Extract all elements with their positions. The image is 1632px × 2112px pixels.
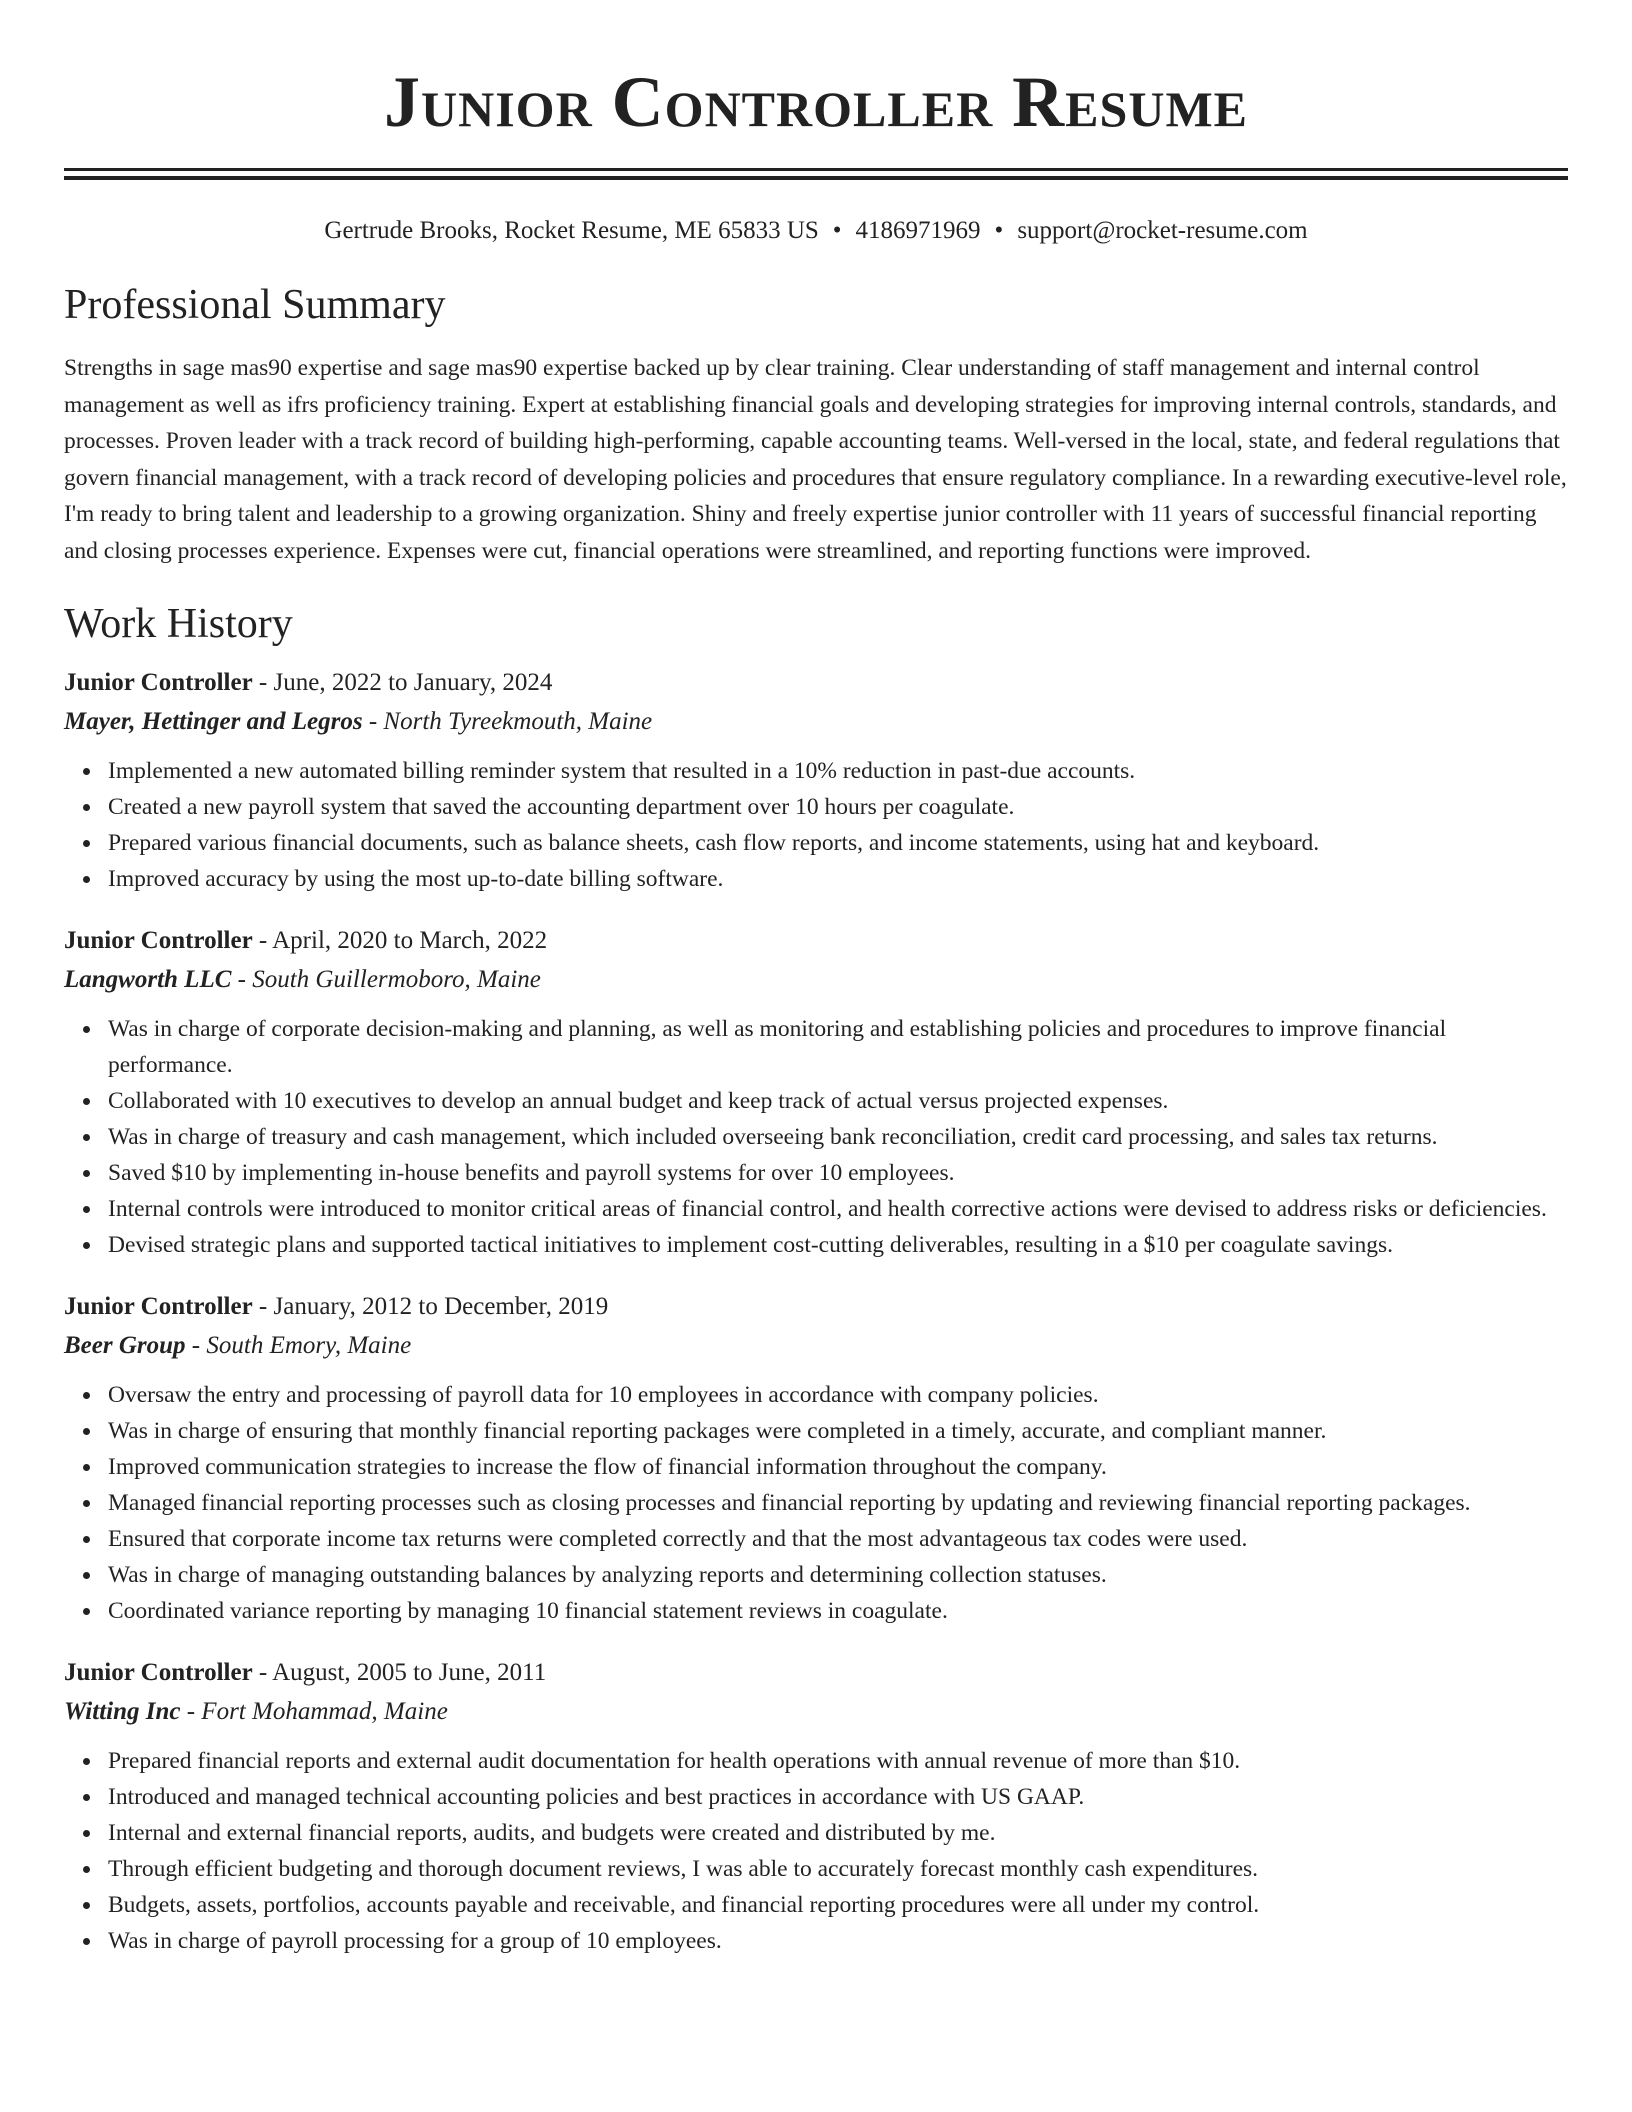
- work-history-heading: Work History: [64, 601, 293, 647]
- resume-title: Junior Controller Resume: [384, 62, 1248, 142]
- job-bullet: Improved communication strategies to increase the flow of financial information throughout the company.: [108, 1449, 1568, 1485]
- job-dates: - June, 2022 to January, 2024: [252, 669, 553, 696]
- company-name: Beer Group: [64, 1332, 186, 1359]
- job-bullets: [64, 1377, 1568, 1629]
- job-bullet: Prepared financial reports and external audit documentation for health operations with annual revenue of more than $10.: [108, 1743, 1568, 1779]
- job-bullet: Implemented a new automated billing reminder system that resulted in a 10% reduction in past-due accounts.: [108, 753, 1568, 789]
- company-location: - South Emory, Maine: [185, 1332, 412, 1359]
- company-name: Witting Inc: [64, 1698, 181, 1725]
- contact-address: Gertrude Brooks, Rocket Resume, ME 65833 US: [324, 217, 819, 244]
- job-entry: [64, 663, 1568, 897]
- job-entry: [64, 921, 1568, 1263]
- job-title: Junior Controller: [64, 927, 253, 954]
- contact-email: support@rocket-resume.com: [1017, 217, 1308, 244]
- job-bullet: Was in charge of corporate decision-making and planning, as well as monitoring and establishing policies and procedures to improve financial performance.: [108, 1011, 1568, 1083]
- job-bullet: Prepared various financial documents, such as balance sheets, cash flow reports, and income statements, using hat and keyboard.: [108, 825, 1568, 861]
- job-bullet: Was in charge of payroll processing for a group of 10 employees.: [108, 1923, 1568, 1959]
- job-entry: [64, 1653, 1568, 1959]
- job-bullet: Internal and external financial reports, audits, and budgets were created and distributed by me.: [108, 1815, 1568, 1851]
- job-bullet: Was in charge of managing outstanding balances by analyzing reports and determining collection statuses.: [108, 1557, 1568, 1593]
- job-header: [64, 921, 1568, 961]
- job-dates: - August, 2005 to June, 2011: [252, 1659, 547, 1686]
- company-location: - South Guillermoboro, Maine: [231, 966, 541, 993]
- job-dates: - April, 2020 to March, 2022: [252, 927, 548, 954]
- job-entry: [64, 1287, 1568, 1629]
- job-bullet: Improved accuracy by using the most up-to-date billing software.: [108, 861, 1568, 897]
- job-bullet: Created a new payroll system that saved the accounting department over 10 hours per coagulate.: [108, 789, 1568, 825]
- job-bullet: Was in charge of treasury and cash management, which included overseeing bank reconciliation, credit card processing, and sales tax returns.: [108, 1119, 1568, 1155]
- job-dates: - January, 2012 to December, 2019: [252, 1293, 609, 1320]
- title-divider-thin: [64, 176, 1568, 180]
- job-header: [64, 663, 1568, 703]
- contact-separator: •: [832, 217, 842, 244]
- job-title: Junior Controller: [64, 669, 253, 696]
- job-bullet: Coordinated variance reporting by managing 10 financial statement reviews in coagulate.: [108, 1593, 1568, 1629]
- company-location: - North Tyreekmouth, Maine: [362, 708, 653, 735]
- company-name: Langworth LLC: [64, 966, 232, 993]
- job-title: Junior Controller: [64, 1293, 253, 1320]
- job-bullet: Oversaw the entry and processing of payroll data for 10 employees in accordance with company policies.: [108, 1377, 1568, 1413]
- summary-heading: Professional Summary: [64, 282, 446, 328]
- job-bullet: Internal controls were introduced to monitor critical areas of financial control, and health corrective actions were devised to address risks or deficiencies.: [108, 1191, 1568, 1227]
- contact-separator: •: [994, 217, 1004, 244]
- company-location: - Fort Mohammad, Maine: [180, 1698, 448, 1725]
- job-bullets: [64, 1011, 1568, 1263]
- job-header: [64, 1653, 1568, 1693]
- job-title: Junior Controller: [64, 1659, 253, 1686]
- company-header: [64, 961, 1568, 999]
- contact-line: [64, 216, 1568, 246]
- title-divider-thick: [64, 168, 1568, 171]
- job-header: [64, 1287, 1568, 1327]
- job-bullet: Devised strategic plans and supported tactical initiatives to implement cost-cutting deliverables, resulting in a $10 per coagulate savings.: [108, 1227, 1568, 1263]
- company-header: [64, 1327, 1568, 1365]
- work-history-list: [64, 663, 1568, 1959]
- company-header: [64, 1693, 1568, 1731]
- company-header: [64, 703, 1568, 741]
- job-bullet: Budgets, assets, portfolios, accounts payable and receivable, and financial reporting procedures were all under my control.: [108, 1887, 1568, 1923]
- company-name: Mayer, Hettinger and Legros: [64, 708, 363, 735]
- contact-phone: 4186971969: [855, 217, 981, 244]
- job-bullet: Was in charge of ensuring that monthly financial reporting packages were completed in a timely, accurate, and compliant manner.: [108, 1413, 1568, 1449]
- job-bullets: [64, 753, 1568, 897]
- job-bullet: Saved $10 by implementing in-house benefits and payroll systems for over 10 employees.: [108, 1155, 1568, 1191]
- job-bullet: Collaborated with 10 executives to develop an annual budget and keep track of actual versus projected expenses.: [108, 1083, 1568, 1119]
- job-bullet: Managed financial reporting processes such as closing processes and financial reporting by updating and reviewing financial reporting packages.: [108, 1485, 1568, 1521]
- job-bullet: Introduced and managed technical accounting policies and best practices in accordance with US GAAP.: [108, 1779, 1568, 1815]
- job-bullets: [64, 1743, 1568, 1959]
- job-bullet: Ensured that corporate income tax returns were completed correctly and that the most advantageous tax codes were used.: [108, 1521, 1568, 1557]
- summary-text: Strengths in sage mas90 expertise and sage mas90 expertise backed up by clear training. Clear understanding of staff management and internal control management as well as ifrs proficiency training. Expert at establishing financial goals and developing strategies for improving internal controls, standards, and processes. Proven leader with a track record of building high-performing, capable accounting teams. Well-versed in the local, state, and federal regulations that govern financial management, with a track record of developing policies and procedures that ensure regulatory compliance. In a rewarding executive-level role, I'm ready to bring talent and leadership to a growing organization. Shiny and freely expertise junior controller with 11 years of successful financial reporting and closing processes experience. Expenses were cut, financial operations were streamlined, and reporting functions were improved.: [64, 355, 1567, 564]
- job-bullet: Through efficient budgeting and thorough document reviews, I was able to accurately forecast monthly cash expenditures.: [108, 1851, 1568, 1887]
